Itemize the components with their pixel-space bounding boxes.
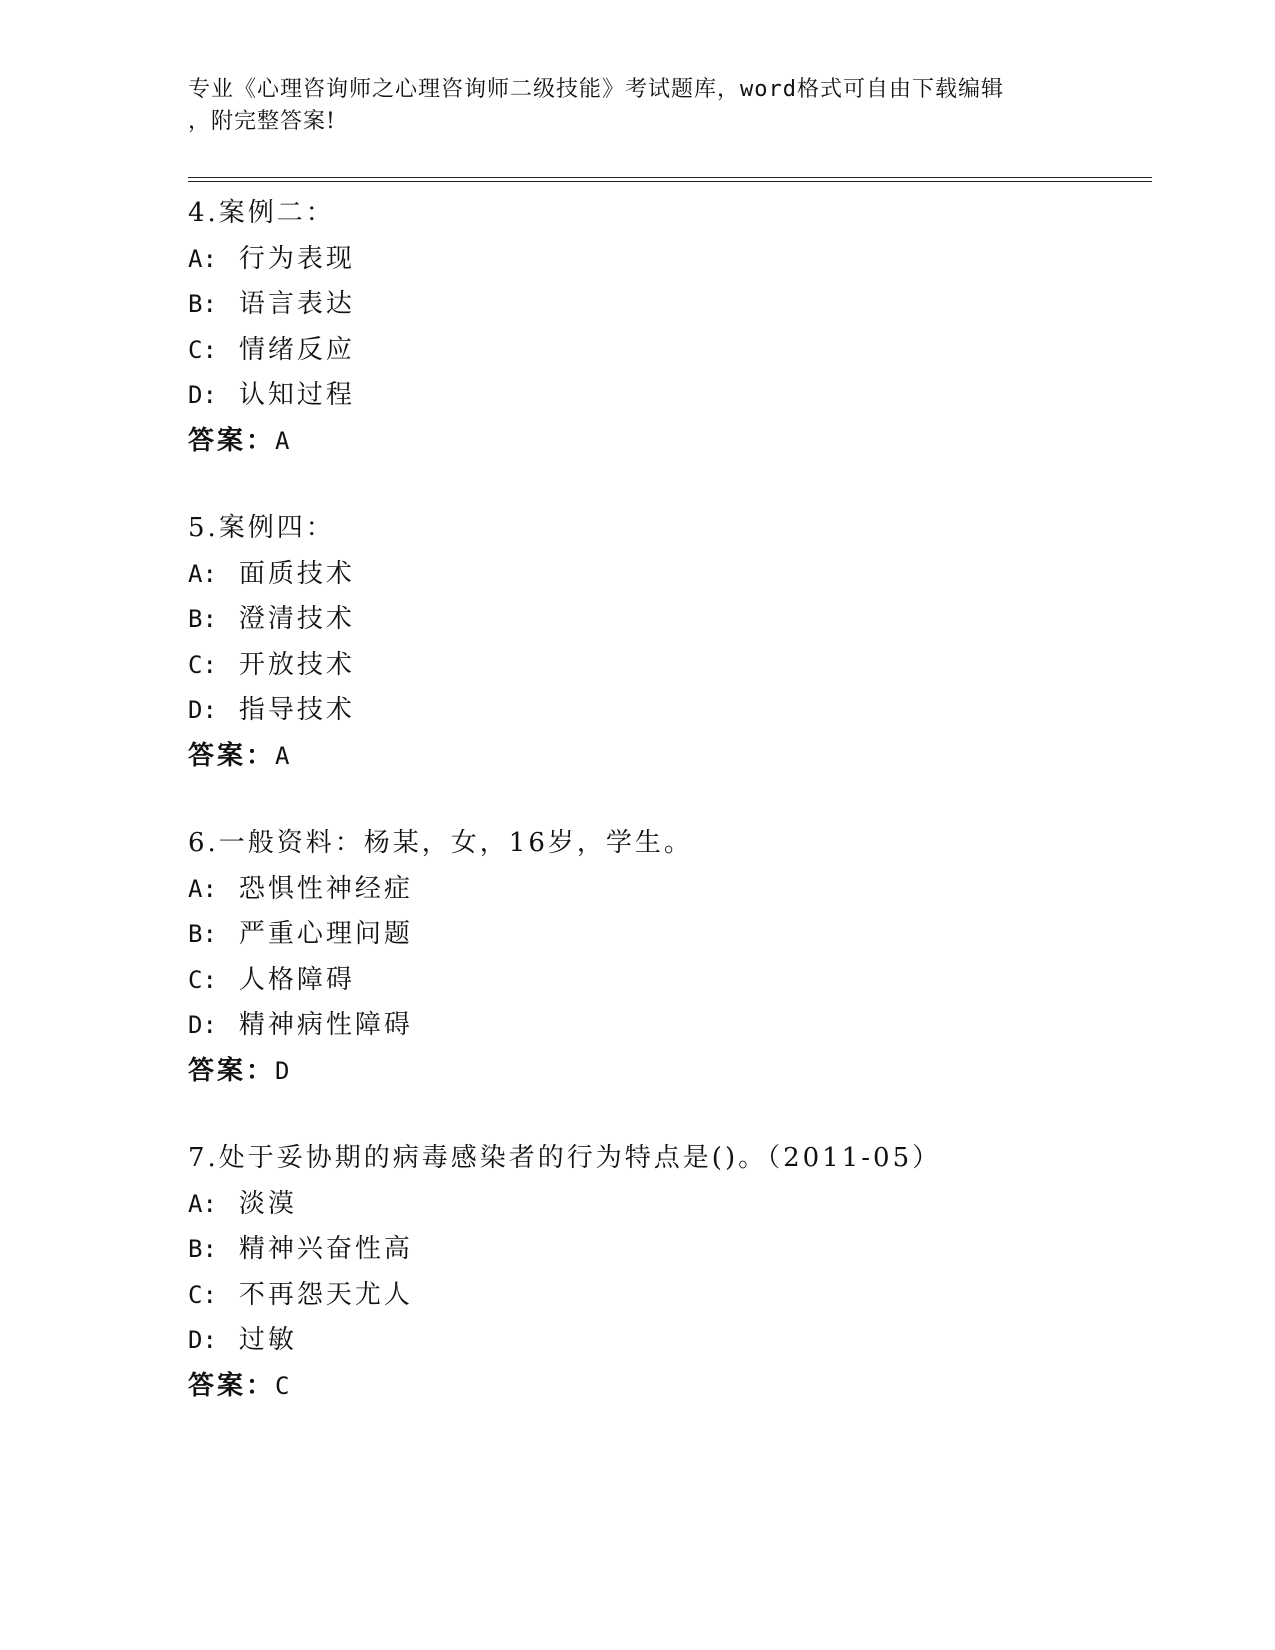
answer-label: 答案：	[188, 425, 276, 456]
option-key: B:	[188, 920, 217, 948]
answer-label: 答案：	[188, 740, 276, 771]
option-d	[188, 1318, 1152, 1364]
question-item	[188, 191, 1152, 464]
header-line-1	[188, 74, 1088, 106]
option-key: A:	[188, 874, 217, 903]
option-key: D:	[188, 1326, 217, 1354]
option-b	[188, 1227, 1152, 1273]
option-c	[188, 328, 1152, 374]
option-c	[188, 1273, 1152, 1319]
header-divider-top	[188, 177, 1152, 178]
option-a	[188, 237, 1152, 283]
header-title-suffix: 格式可自由下载编辑	[797, 77, 1005, 102]
option-d	[188, 1003, 1152, 1049]
header-line-2: ，附完整答案!	[188, 109, 336, 134]
option-key: A:	[188, 1189, 217, 1218]
option-d	[188, 373, 1152, 419]
document-header	[188, 74, 1088, 138]
answer-line	[188, 1049, 1152, 1095]
header-divider-bottom	[188, 181, 1152, 182]
option-key: D:	[188, 381, 217, 409]
answer-value: C	[275, 1371, 293, 1400]
answer-value: A	[275, 741, 293, 770]
option-key: A:	[188, 244, 217, 273]
answer-line	[188, 1364, 1152, 1410]
option-text: 澄清技术	[238, 604, 355, 634]
answer-value: A	[275, 426, 293, 455]
option-text: 面质技术	[238, 558, 355, 589]
option-text: 指导技术	[238, 695, 355, 725]
question-list	[188, 191, 1152, 1451]
option-key: C:	[188, 650, 217, 679]
question-stem: 4.案例二：	[188, 198, 335, 228]
option-c	[188, 643, 1152, 689]
option-key: C:	[188, 965, 217, 994]
option-key: B:	[188, 605, 217, 633]
question-item	[188, 1136, 1152, 1409]
option-text: 认知过程	[238, 380, 355, 410]
option-key: D:	[188, 1011, 217, 1039]
option-key: B:	[188, 290, 217, 318]
option-key: D:	[188, 696, 217, 724]
option-key: B:	[188, 1235, 217, 1263]
question-item	[188, 506, 1152, 779]
option-b	[188, 912, 1152, 958]
answer-label: 答案：	[188, 1370, 276, 1401]
question-stem: 5.案例四：	[188, 513, 335, 543]
option-text: 严重心理问题	[238, 919, 413, 949]
option-text: 开放技术	[238, 649, 355, 680]
header-title-prefix: 专业《心理咨询师之心理咨询师二级技能》考试题库，	[188, 77, 741, 102]
option-text: 不再怨天尤人	[238, 1279, 413, 1310]
option-key: C:	[188, 1280, 217, 1309]
option-c	[188, 958, 1152, 1004]
option-a	[188, 1182, 1152, 1228]
option-a	[188, 867, 1152, 913]
question-stem: 7.处于妥协期的病毒感染者的行为特点是()。（2011-05）	[188, 1143, 942, 1173]
option-text: 精神病性障碍	[238, 1010, 413, 1040]
option-b	[188, 282, 1152, 328]
option-text: 淡漠	[238, 1188, 297, 1219]
option-b	[188, 597, 1152, 643]
answer-value: D	[275, 1056, 293, 1085]
option-text: 行为表现	[238, 243, 355, 274]
answer-line	[188, 734, 1152, 780]
option-text: 过敏	[238, 1325, 297, 1355]
header-word-format: word	[740, 77, 797, 102]
answer-line	[188, 419, 1152, 465]
option-text: 人格障碍	[238, 964, 355, 995]
option-key: A:	[188, 559, 217, 588]
option-text: 恐惧性神经症	[238, 873, 413, 904]
option-text: 语言表达	[238, 289, 355, 319]
option-d	[188, 688, 1152, 734]
question-item	[188, 821, 1152, 1094]
question-stem: 6.一般资料：杨某，女，16岁，学生。	[188, 828, 693, 858]
option-key: C:	[188, 335, 217, 364]
option-a	[188, 552, 1152, 598]
option-text: 情绪反应	[238, 334, 355, 365]
answer-label: 答案：	[188, 1055, 276, 1086]
option-text: 精神兴奋性高	[238, 1234, 413, 1264]
